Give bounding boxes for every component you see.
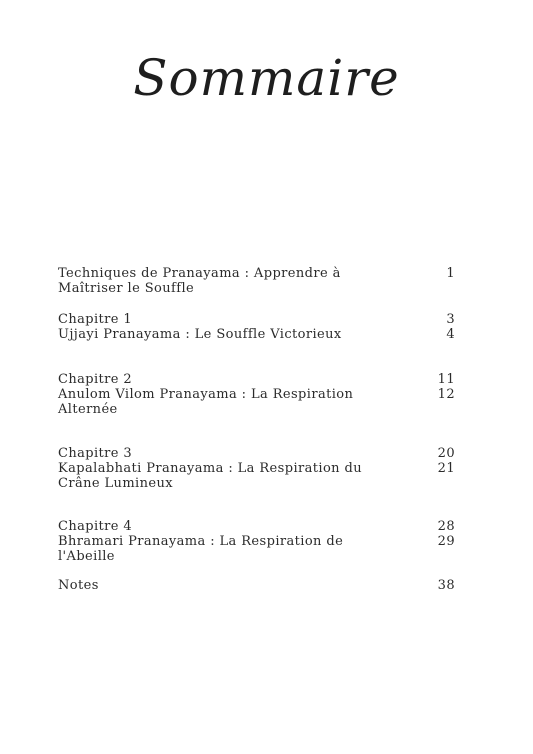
toc-entry-chapter-2[interactable] (58, 372, 458, 417)
toc-page-number: 38 (437, 578, 455, 593)
chapter-page-number: 11 (437, 372, 455, 387)
chapter-page-number: 28 (437, 519, 455, 534)
toc-entry-title: Ujjayi Pranayama : Le Souffle Victorieux (58, 327, 342, 342)
toc-page-number: 21 (437, 461, 455, 476)
toc-page-number: 29 (437, 534, 455, 549)
toc-entry-title: Kapalabhati Pranayama : La Respiration du Crâne Lumineux (58, 461, 362, 491)
chapter-label: Chapitre 3 (58, 446, 133, 461)
toc-page-number: 12 (437, 387, 455, 402)
chapter-page-number: 20 (437, 446, 455, 461)
toc-entry-chapter-4[interactable] (58, 519, 458, 564)
chapter-label: Chapitre 2 (58, 372, 133, 387)
toc-entry-title: Bhramari Pranayama : La Respiration de l'Abeille (58, 534, 344, 564)
toc-entry-title: Notes (58, 578, 99, 593)
chapter-page-number: 3 (446, 312, 455, 327)
toc-entry-title: Techniques de Pranayama : Apprendre à Maîtriser le Souffle (58, 266, 341, 296)
toc-entry-notes[interactable] (58, 578, 458, 593)
toc-page-number: 1 (446, 266, 455, 281)
toc-entry-chapter-3[interactable] (58, 446, 458, 491)
chapter-label: Chapitre 1 (58, 312, 133, 327)
toc-entry-chapter-1[interactable] (58, 312, 458, 342)
toc-entry-intro[interactable] (58, 266, 458, 296)
chapter-label: Chapitre 4 (58, 519, 133, 534)
toc-entry-title: Anulom Vilom Pranayama : La Respiration Alternée (58, 387, 354, 417)
page-title: Sommaire (133, 49, 400, 107)
toc-page-number: 4 (446, 327, 455, 342)
